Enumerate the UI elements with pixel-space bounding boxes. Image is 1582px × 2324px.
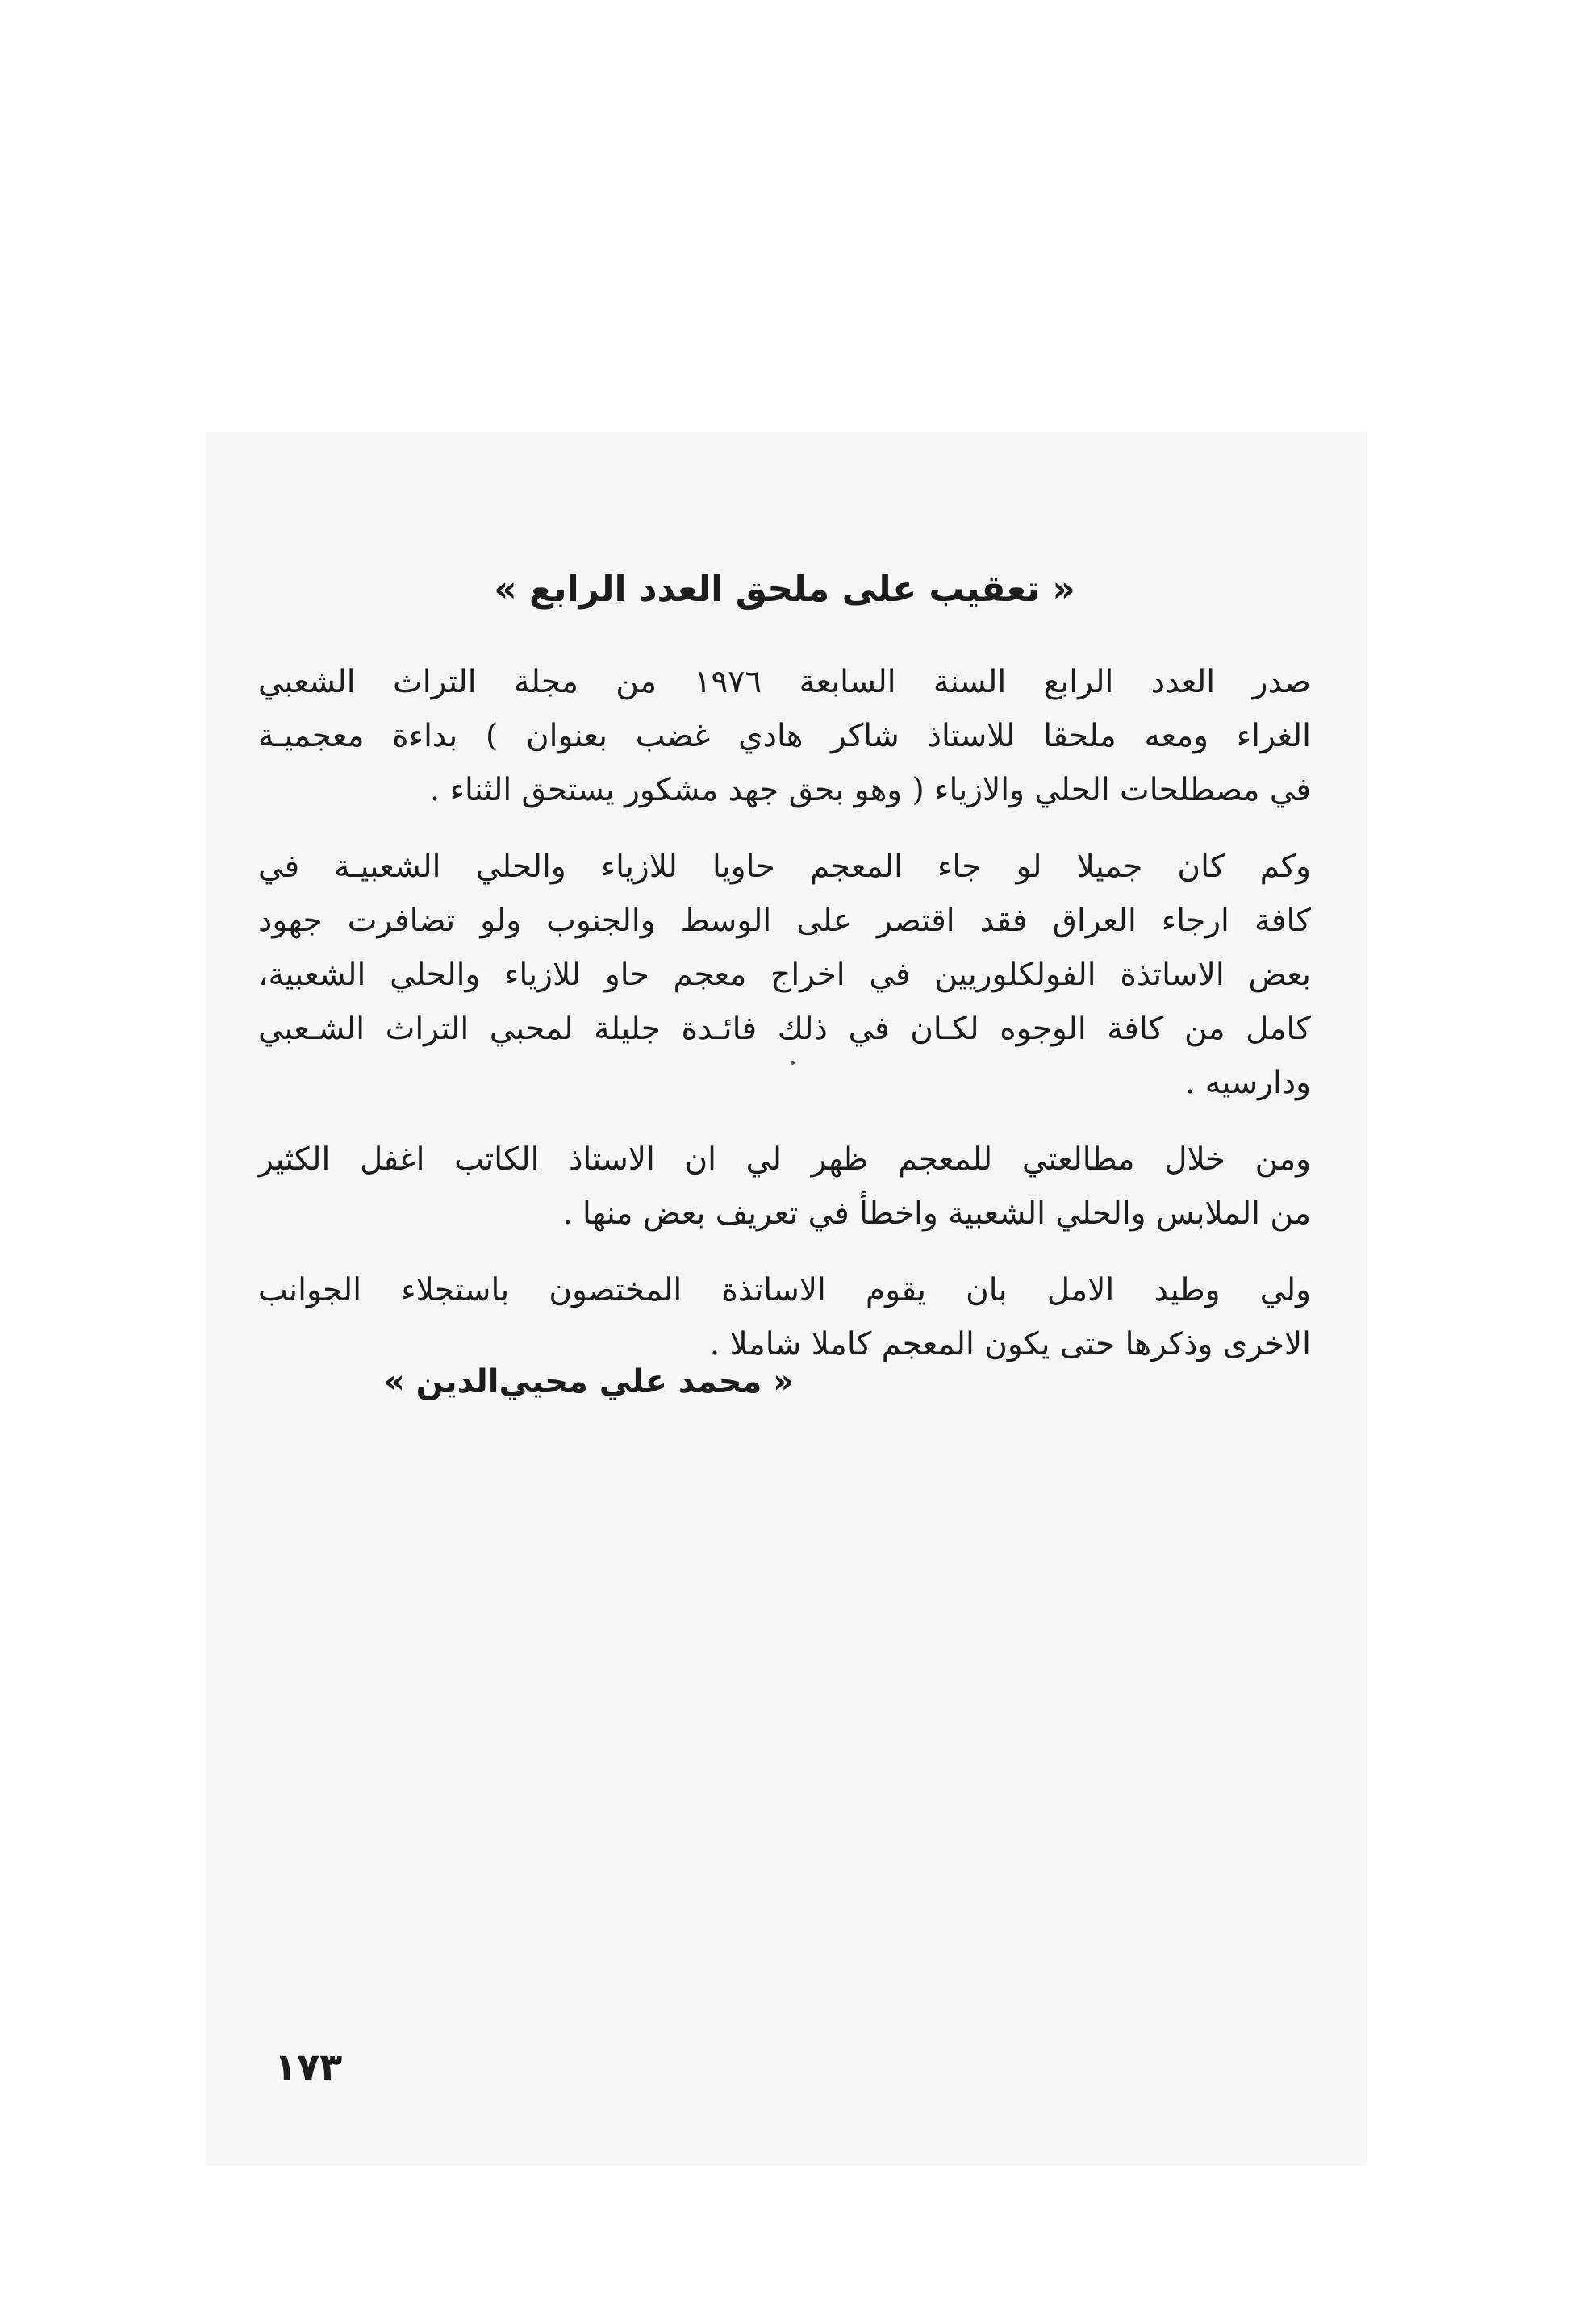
text-line: في مصطلحات الحلي والازياء ( وهو بحق جهد مشكور يستحق الثناء .	[429, 771, 1311, 808]
text-line: وكم كان جميلا لو جاء المعجم حاويا للازياء والحلي الشعبيـة في	[258, 848, 1311, 885]
text-line: كامل من كافة الوجوه لكـان في ذلك فائـدة جليلة لمحبي التراث الشـعبي	[258, 1010, 1311, 1047]
paragraph-3	[258, 1133, 1311, 1241]
page-number: ١٧٣	[274, 2045, 343, 2088]
article	[258, 565, 1311, 1394]
paragraph-1	[258, 655, 1311, 817]
paragraph-4	[258, 1263, 1311, 1371]
text-line: ولي وطيد الامل بان يقوم الاساتذة المختصون باستجلاء الجوانب	[258, 1271, 1311, 1308]
text-line: الغراء ومعه ملحقا للاستاذ شاكر هادي غضب بعنوان ) بداءة معجميـة	[258, 717, 1311, 754]
text-line: ومن خلال مطالعتي للمعجم ظهر لي ان الاستاذ الكاتب اغفل الكثير	[258, 1141, 1311, 1178]
text-line: كافة ارجاء العراق فقد اقتصر على الوسط والجنوب ولو تضافرت جهود	[258, 902, 1311, 939]
paragraph-2	[258, 840, 1311, 1110]
author-signature: « محمد علي محيي‌الدين »	[383, 1363, 795, 1400]
article-title: « تعقيب على ملحق العدد الرابع »	[494, 569, 1075, 610]
text-line: بعض الاساتذة الفولكلوريين في اخراج معجم حاو للازياء والحلي الشعبية،	[258, 956, 1311, 993]
text-line: من الملابس والحلي الشعبية واخطأ في تعريف بعض منها .	[562, 1195, 1311, 1232]
text-line: ودارسيه .	[1184, 1064, 1311, 1101]
scan-speck	[791, 1061, 795, 1065]
text-line: صدر العدد الرابع السنة السابعة ١٩٧٦ من مجلة التراث الشعبي	[258, 663, 1311, 700]
text-line: الاخرى وذكرها حتى يكون المعجم كاملا شاملا .	[709, 1325, 1311, 1362]
